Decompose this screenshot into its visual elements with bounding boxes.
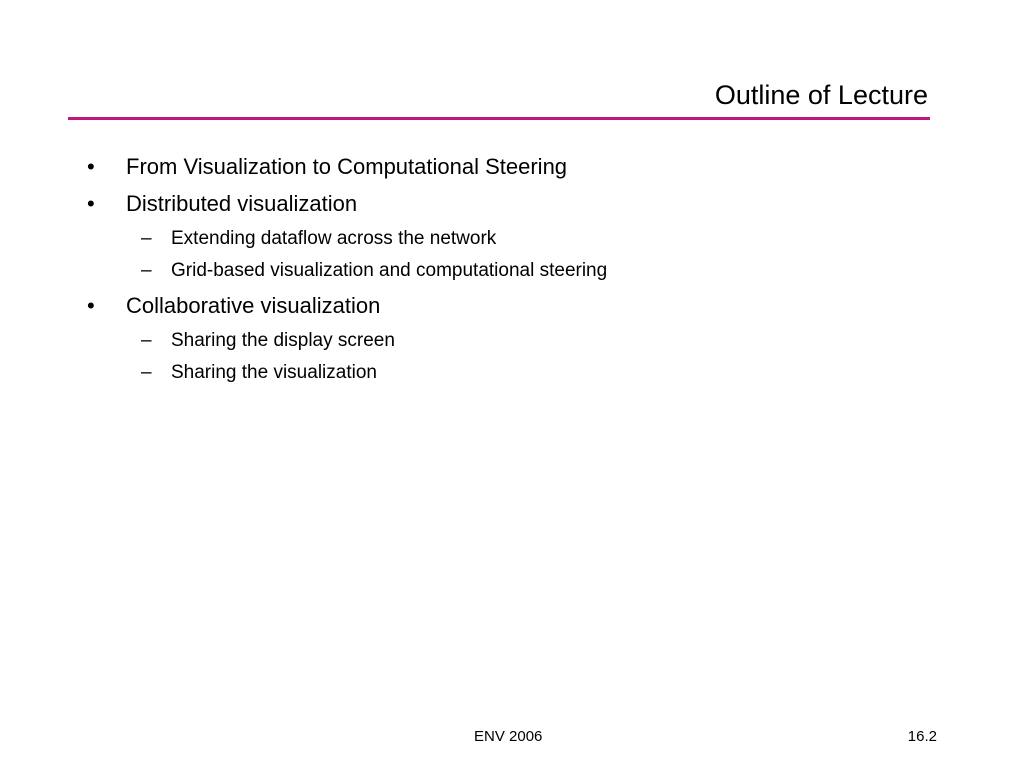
page-number: 16.2 [907,728,937,745]
sub-bullet-item: Sharing the visualization [171,362,377,383]
sub-bullet-marker: – [141,330,152,351]
sub-bullet-marker: – [141,228,152,249]
bullet-marker: • [87,293,95,318]
sub-bullet-marker: – [141,260,152,281]
footer-label: ENV 2006 [474,728,543,745]
bullet-item: Distributed visualization [126,191,358,216]
slide-title: Outline of Lecture [714,80,928,110]
sub-bullet-item: Extending dataflow across the network [171,228,497,249]
bullet-marker: • [87,154,95,179]
sub-bullet-item: Grid-based visualization and computational steering [171,260,608,281]
bullet-item: Collaborative visualization [126,293,381,318]
bullet-item: From Visualization to Computational Steering [126,154,568,179]
title-underline [68,117,930,120]
bullet-marker: • [87,191,95,216]
sub-bullet-item: Sharing the display screen [171,330,395,351]
sub-bullet-marker: – [141,362,152,383]
